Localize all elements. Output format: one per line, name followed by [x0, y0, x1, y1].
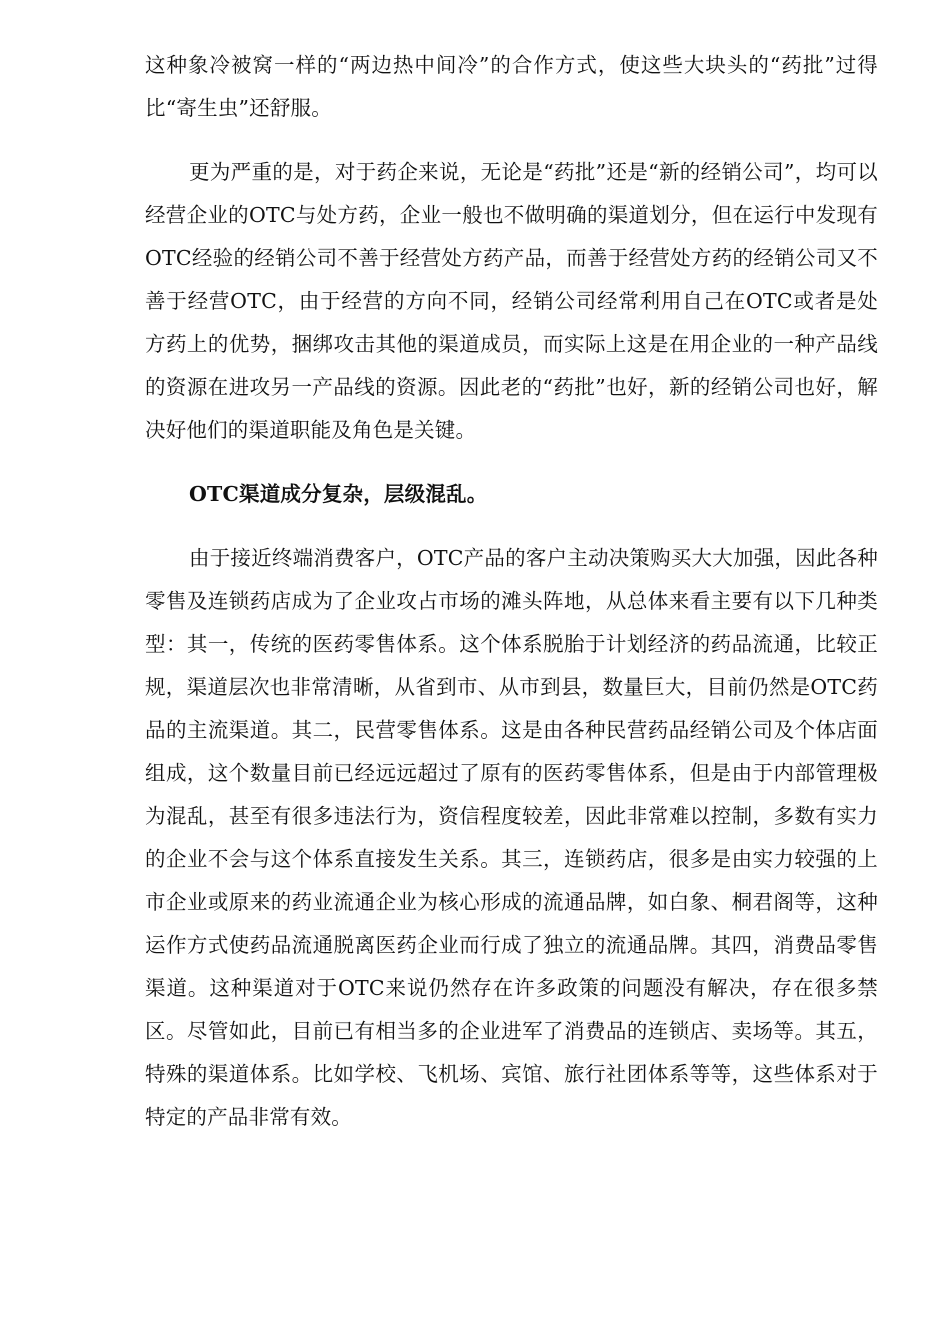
paragraph-spacer	[145, 130, 878, 151]
paragraph-3: 由于接近终端消费客户，OTC产品的客户主动决策购买大大加强，因此各种零售及连锁药店成为了企业攻占市场的滩头阵地，从总体来看主要有以下几种类型：其一，传统的医药零售体系。这个体系脱胎于计划经济的药品流通，比较正规，渠道层次也非常清晰，从省到市、从市到县，数量巨大，目前仍然是OTC药品的主流渠道。其二，民营零售体系。这是由各种民营药品经销公司及个体店面组成，这个数量目前已经远远超过了原有的医药零售体系，但是由于内部管理极为混乱，甚至有很多违法行为，资信程度较差，因此非常难以控制，多数有实力的企业不会与这个体系直接发生关系。其三，连锁药店，很多是由实力较强的上市企业或原来的药业流通企业为核心形成的流通品牌，如白象、桐君阁等，这种运作方式使药品流通脱离医药企业而行成了独立的流通品牌。其四，消费品零售渠道。这种渠道对于OTC来说仍然存在许多政策的问题没有解决，存在很多禁区。尽管如此，目前已有相当多的企业进军了消费品的连锁店、卖场等。其五，特殊的渠道体系。比如学校、飞机场、宾馆、旅行社团体系等等，这些体系对于特定的产品非常有效。	[145, 546, 878, 1129]
paragraph-2: 更为严重的是，对于药企来说，无论是“药批”还是“新的经销公司”，均可以经营企业的OTC与处方药，企业一般也不做明确的渠道划分，但在运行中发现有OTC经验的经销公司不善于经营处方药产品，而善于经营处方药的经销公司又不善于经营OTC，由于经营的方向不同，经销公司经常利用自己在OTC或者是处方药上的优势，捆绑攻击其他的渠道成员，而实际上这是在用企业的一种产品线的资源在进攻另一产品线的资源。因此老的“药批”也好，新的经销公司也好，解决好他们的渠道职能及角色是关键。	[145, 160, 878, 442]
document-page	[145, 44, 878, 1139]
paragraph-1: 这种象冷被窝一样的“两边热中间冷”的合作方式，使这些大块头的“药批”过得比“寄生虫”还舒服。	[145, 53, 878, 120]
paragraph-spacer	[145, 452, 878, 473]
paragraph-spacer	[145, 516, 878, 537]
section-heading: OTC渠道成分复杂，层级混乱。	[189, 482, 488, 506]
